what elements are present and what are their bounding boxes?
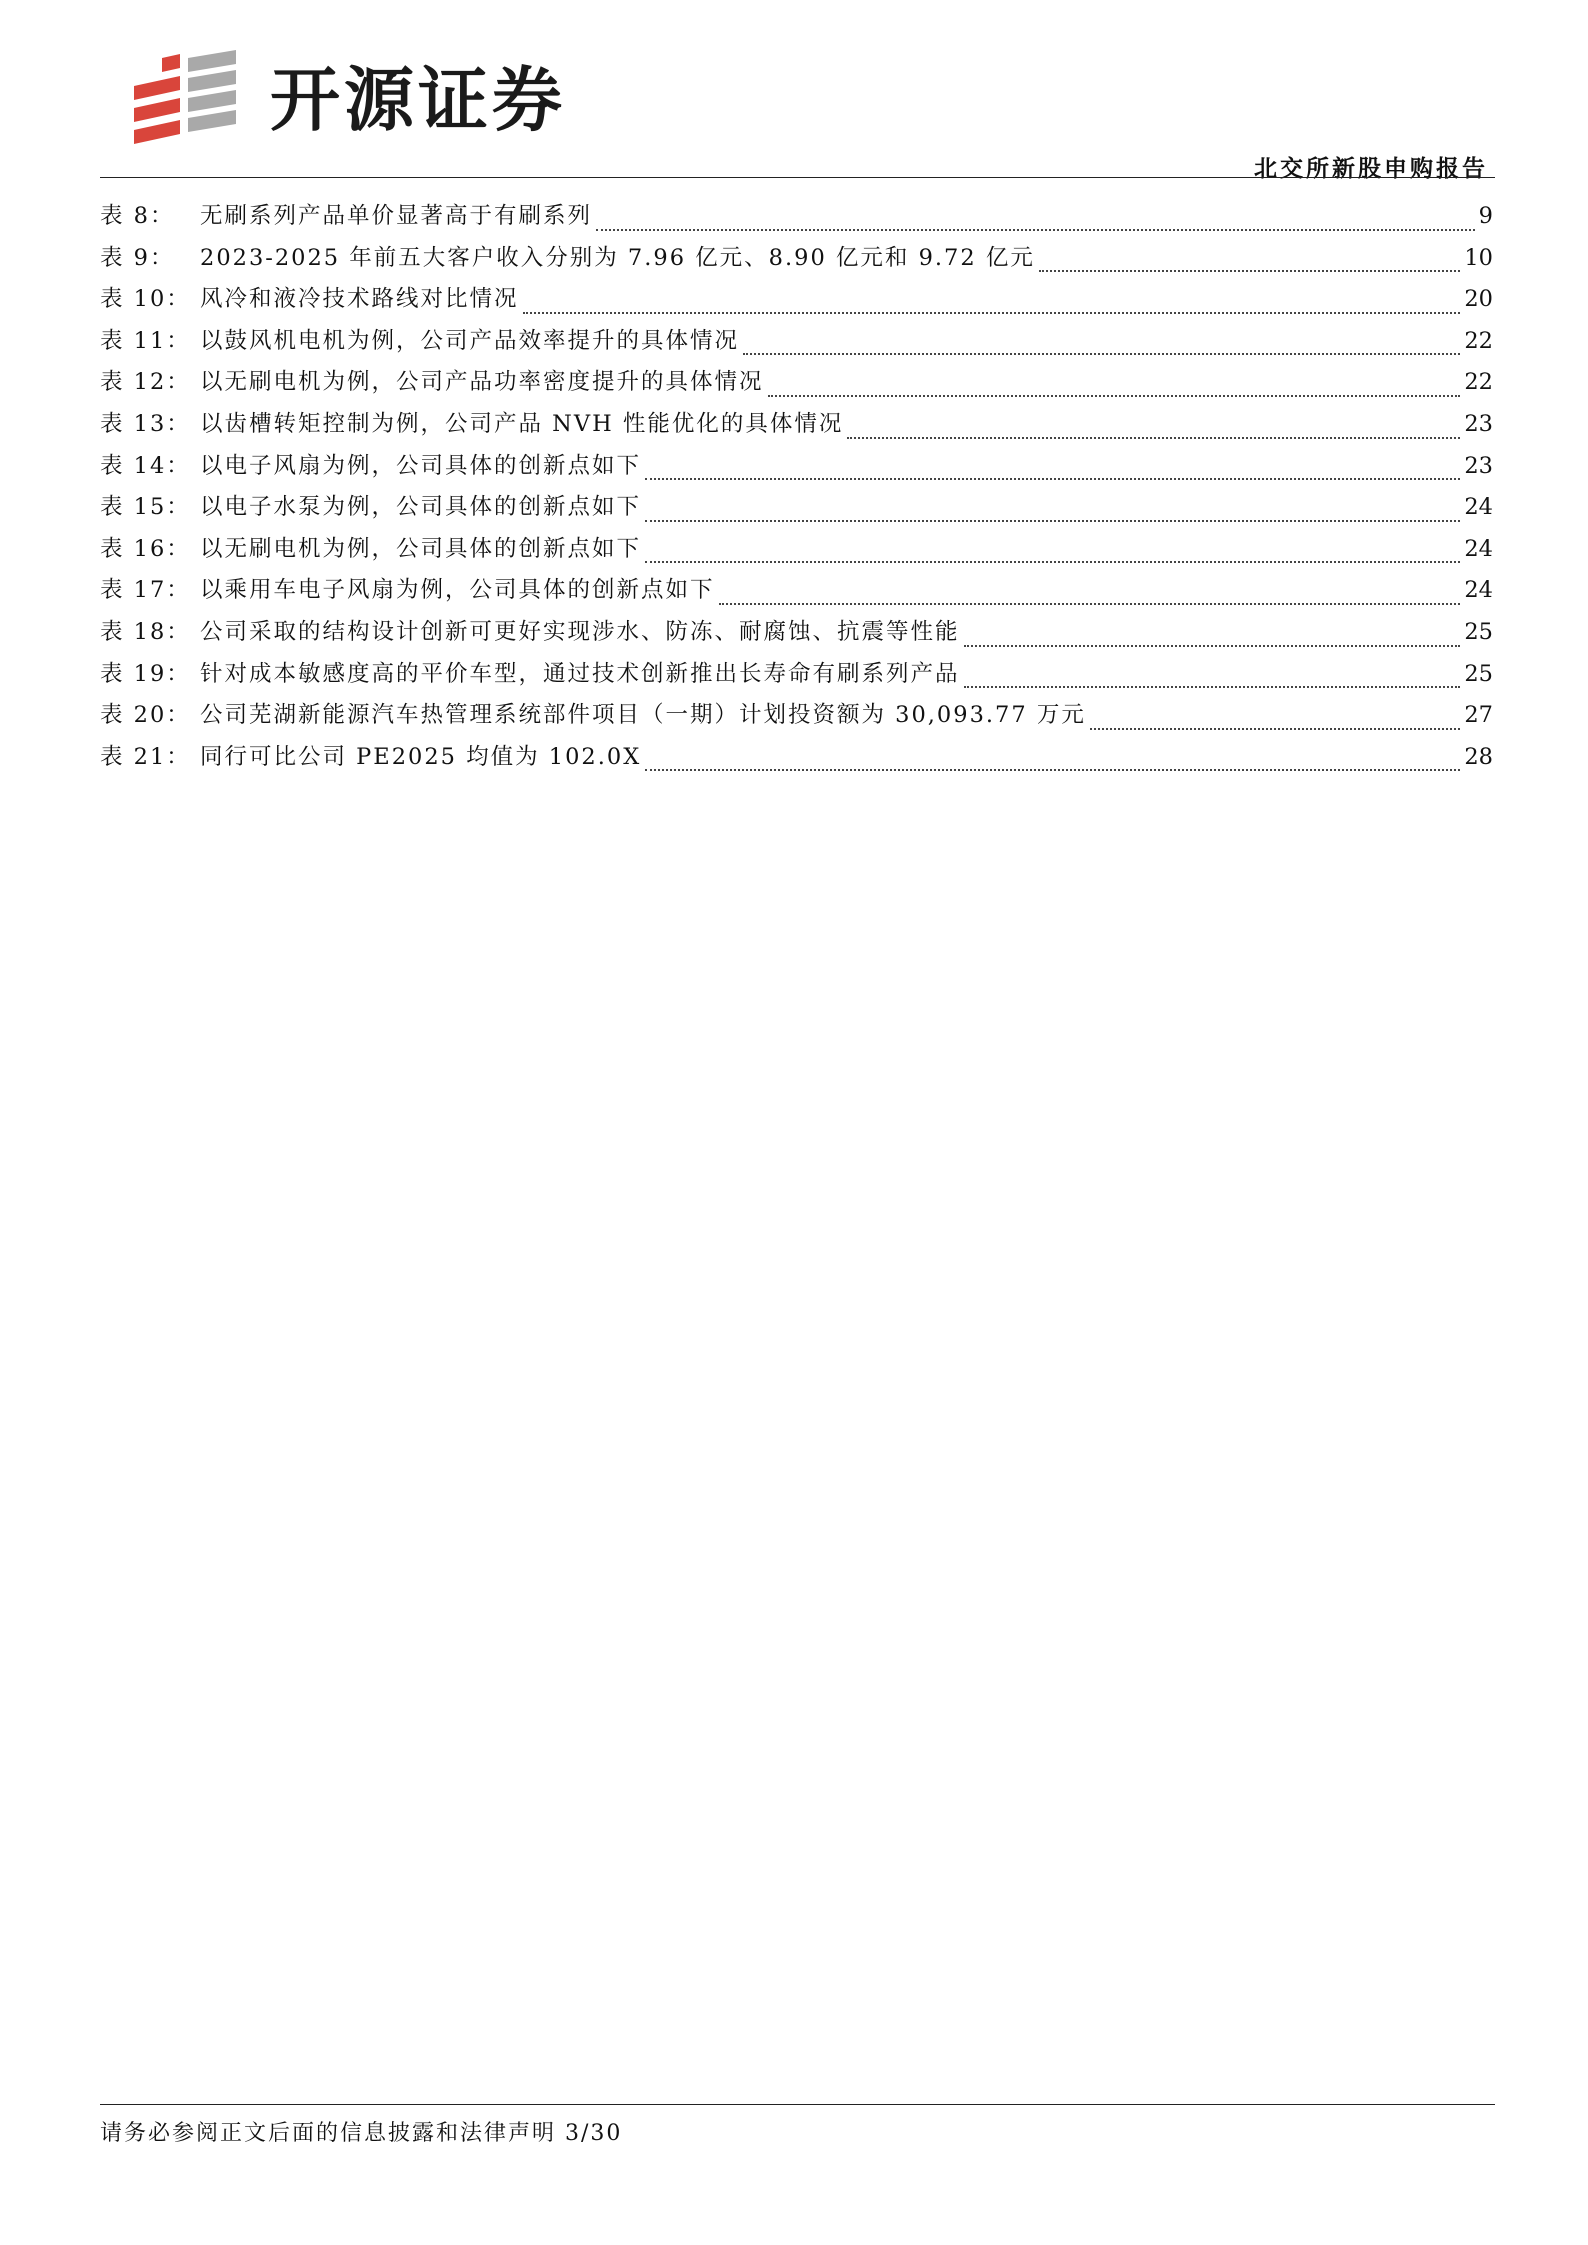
toc-entry-title: 风冷和液冷技术路线对比情况 [200, 286, 519, 313]
toc-entry-page: 10 [1464, 244, 1493, 271]
toc-entry-label: 表 11： [100, 327, 191, 354]
toc-entry-page: 25 [1464, 660, 1493, 687]
toc-entry-page: 23 [1464, 410, 1493, 437]
toc-entry[interactable] [100, 489, 1493, 531]
toc-entry-title: 以电子风扇为例，公司具体的创新点如下 [200, 452, 642, 479]
toc-entry-label: 表 16： [100, 535, 191, 562]
toc-entry-label: 表 21： [100, 743, 191, 770]
footer-divider [100, 2104, 1495, 2105]
toc-entry-page: 22 [1464, 369, 1493, 396]
toc-dot-leader [645, 561, 1460, 563]
toc-dot-leader [768, 395, 1461, 397]
toc-entry-page: 28 [1464, 743, 1493, 770]
toc-entry[interactable] [100, 614, 1493, 656]
toc-dot-leader [645, 769, 1460, 771]
toc-entry-title: 以鼓风机电机为例，公司产品效率提升的具体情况 [200, 327, 740, 354]
toc-entry-title: 无刷系列产品单价显著高于有刷系列 [200, 203, 593, 229]
toc-dot-leader [1039, 270, 1461, 272]
toc-entry-label: 表 20： [100, 702, 191, 729]
toc-entry[interactable] [100, 531, 1493, 573]
toc-entry-label: 表 15： [100, 494, 191, 521]
toc-entry-title: 以无刷电机为例，公司具体的创新点如下 [200, 535, 642, 562]
toc-entry[interactable] [100, 364, 1493, 406]
toc-entry-label: 表 13： [100, 410, 191, 437]
toc-entry-page: 20 [1464, 286, 1493, 313]
toc-dot-leader [523, 312, 1461, 314]
footer-disclaimer: 请务必参阅正文后面的信息披露和法律声明 3/30 [100, 2121, 623, 2146]
toc-entry[interactable] [100, 697, 1493, 739]
toc-entry-title: 公司采取的结构设计创新可更好实现涉水、防冻、耐腐蚀、抗震等性能 [200, 618, 960, 645]
toc-dot-leader [645, 520, 1460, 522]
toc-entry-page: 27 [1464, 702, 1493, 729]
toc-entry-page: 24 [1464, 494, 1493, 521]
toc-entry[interactable] [100, 739, 1493, 781]
toc-entry-label: 表 12： [100, 369, 191, 396]
toc-entry-title: 以齿槽转矩控制为例，公司产品 NVH 性能优化的具体情况 [200, 410, 844, 437]
toc-entry-title: 同行可比公司 PE2025 均值为 102.0X [200, 743, 642, 770]
toc-dot-leader [964, 686, 1461, 688]
toc-entry[interactable] [100, 406, 1493, 448]
toc-entry-label: 表 17： [100, 577, 191, 604]
toc-entry-page: 24 [1464, 535, 1493, 562]
toc-dot-leader [645, 478, 1460, 480]
toc-dot-leader [596, 229, 1475, 231]
toc-entry-page: 25 [1464, 618, 1493, 645]
toc-entry-title: 公司芜湖新能源汽车热管理系统部件项目（一期）计划投资额为 30,093.77 万元 [200, 702, 1086, 729]
toc-entry-label: 表 19： [100, 660, 191, 687]
toc-entry[interactable] [100, 448, 1493, 490]
table-of-tables [100, 198, 1493, 780]
header-divider [100, 177, 1495, 178]
toc-entry[interactable] [100, 240, 1493, 282]
toc-entry-title: 以无刷电机为例，公司产品功率密度提升的具体情况 [200, 369, 764, 396]
toc-entry-title: 以电子水泵为例，公司具体的创新点如下 [200, 494, 642, 521]
toc-entry-label: 表 18： [100, 618, 191, 645]
toc-entry-label: 表 14： [100, 452, 191, 479]
toc-entry-title: 以乘用车电子风扇为例，公司具体的创新点如下 [200, 577, 715, 604]
toc-dot-leader [847, 437, 1460, 439]
report-type: 北交所新股申购报告 [1254, 155, 1488, 182]
toc-dot-leader [964, 645, 1461, 647]
toc-entry-label: 表 9： [100, 244, 175, 271]
toc-entry[interactable] [100, 656, 1493, 698]
brand-name: 开源证券 [270, 59, 566, 141]
toc-entry[interactable] [100, 281, 1493, 323]
toc-entry-page: 24 [1464, 577, 1493, 604]
toc-entry-page: 23 [1464, 452, 1493, 479]
toc-entry[interactable] [100, 572, 1493, 614]
kaiyuan-logo-icon [132, 50, 238, 150]
toc-entry-title: 针对成本敏感度高的平价车型，通过技术创新推出长寿命有刷系列产品 [200, 660, 960, 687]
toc-entry-label: 表 10： [100, 286, 191, 313]
toc-entry-title: 2023-2025 年前五大客户收入分别为 7.96 亿元、8.90 亿元和 9.72 亿元 [200, 244, 1035, 271]
toc-entry-page: 9 [1478, 203, 1493, 229]
toc-dot-leader [1090, 728, 1461, 730]
toc-entry-label: 表 8： [100, 203, 175, 229]
toc-dot-leader [719, 603, 1461, 605]
toc-entry-page: 22 [1464, 327, 1493, 354]
toc-entry[interactable] [100, 198, 1493, 240]
brand-logo [132, 50, 566, 150]
toc-entry[interactable] [100, 323, 1493, 365]
toc-dot-leader [743, 353, 1460, 355]
